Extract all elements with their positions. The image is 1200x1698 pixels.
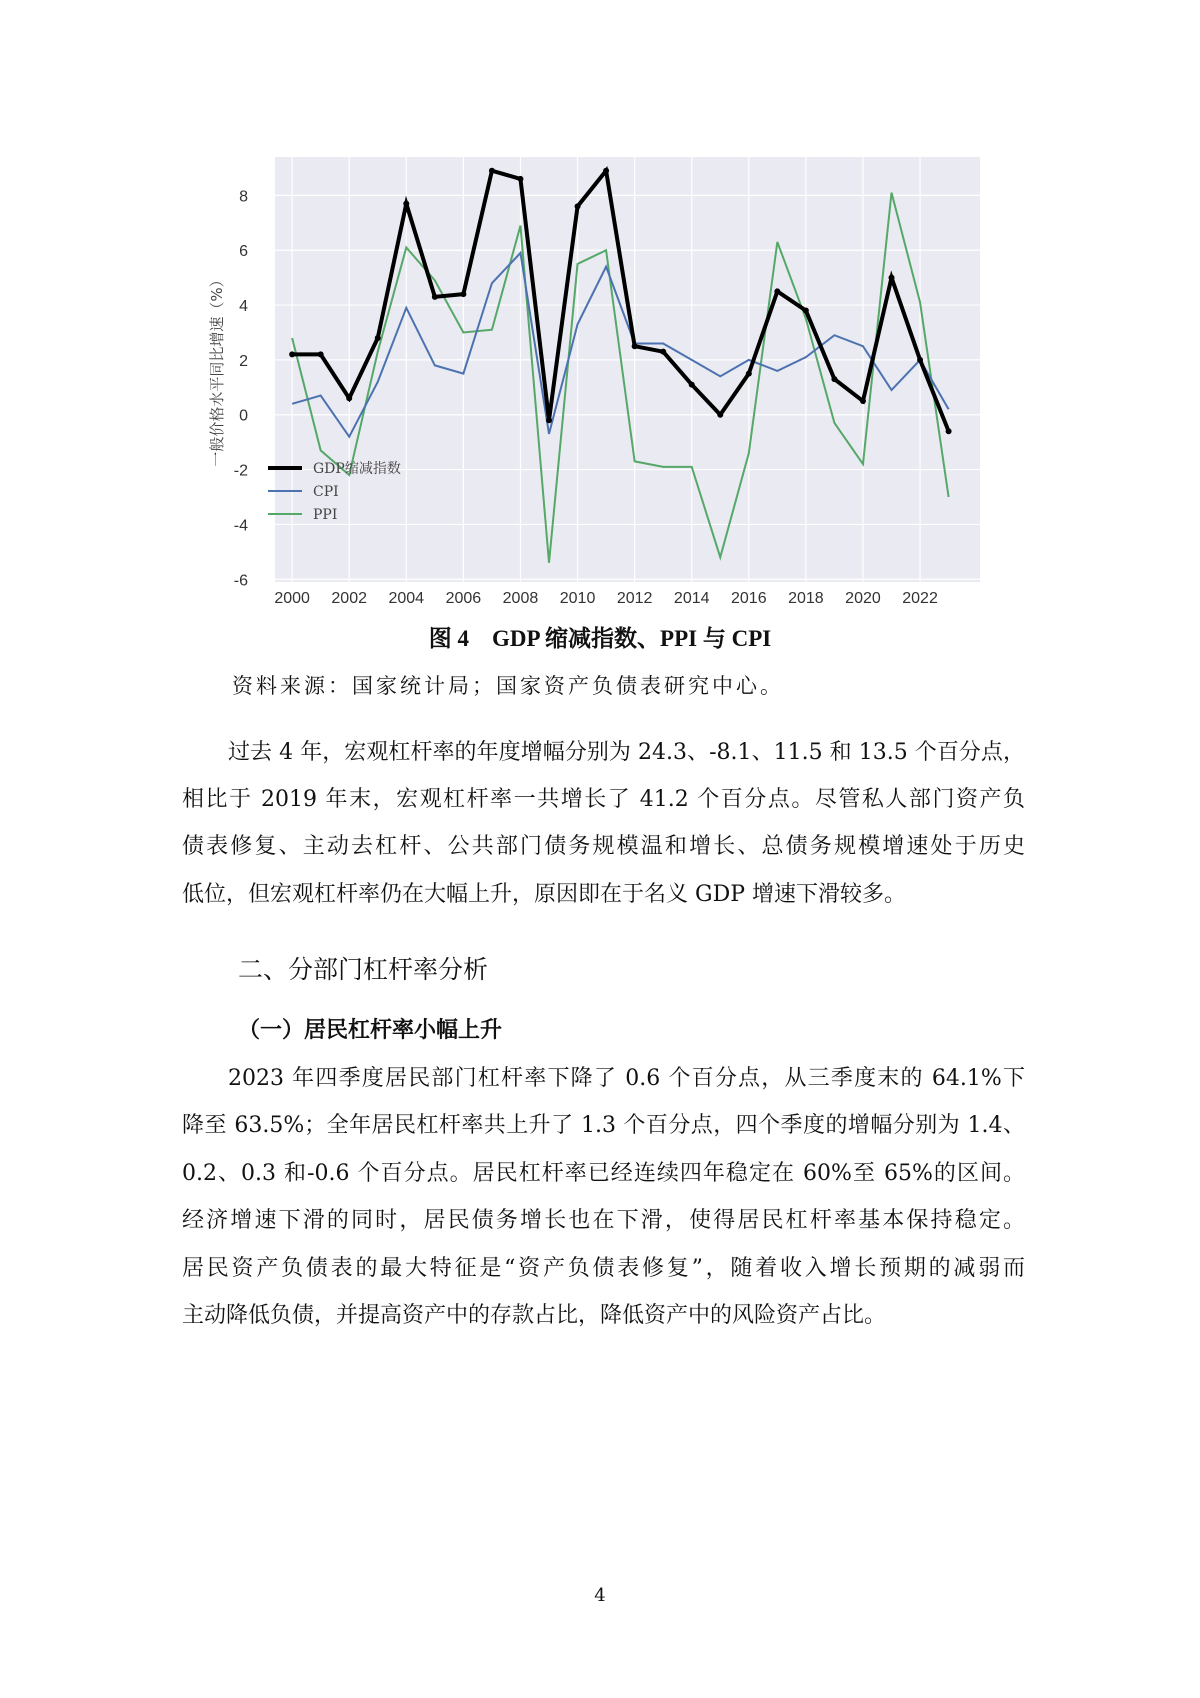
data-point (489, 168, 495, 174)
data-point (803, 308, 809, 314)
paragraph-line: 相比于 2019 年末，宏观杠杆率一共增长了 41.2 个百分点。尽管私人部门资产负 (182, 787, 1025, 812)
paragraph-line: 居民资产负债表的最大特征是“资产负债表修复”，随着收入增长预期的减弱而 (182, 1256, 1025, 1281)
data-point (632, 343, 638, 349)
data-point (860, 398, 866, 404)
data-point (746, 371, 752, 377)
data-point (603, 168, 609, 174)
x-tick-label: 2008 (502, 590, 539, 607)
data-point (318, 351, 324, 357)
line-chart (200, 140, 1000, 620)
paragraph-line: 0.2、0.3 和-0.6 个百分点。居民杠杆率已经连续四年稳定在 60%至 65%的区间。 (182, 1161, 1025, 1186)
paragraph-line: 2023 年四季度居民部门杠杆率下降了 0.6 个百分点，从三季度末的 64.1%下 (228, 1066, 1025, 1091)
legend-label: PPI (313, 507, 338, 523)
x-tick-label: 2014 (673, 590, 710, 607)
y-tick-label: -6 (233, 572, 248, 590)
data-point (346, 395, 352, 401)
y-axis-label: 一般价格水平同比增速（%） (208, 272, 226, 467)
subsection-heading: （一）居民杠杆率小幅上升 (238, 1017, 503, 1043)
data-point (517, 176, 523, 182)
x-tick-label: 2002 (331, 590, 368, 607)
data-point (403, 201, 409, 207)
page-number: 4 (594, 1585, 606, 1606)
y-tick-label: 2 (239, 352, 248, 370)
x-tick-label: 2016 (731, 590, 767, 607)
legend-label: GDP缩减指数 (313, 461, 401, 477)
paragraph-line: 降至 63.5%；全年居民杠杆率共上升了 1.3 个百分点，四个季度的增幅分别为 1.4、 (182, 1113, 1025, 1138)
data-point (889, 275, 895, 281)
data-point (546, 417, 552, 423)
data-point (575, 203, 581, 209)
data-point (917, 357, 923, 363)
paragraph-line: 过去 4 年，宏观杠杆率的年度增幅分别为 24.3、-8.1、11.5 和 13.5 个百分点， (228, 740, 1025, 765)
figure-caption: 图 4 GDP 缩减指数、PPI 与 CPI (428, 626, 772, 651)
section-heading: 二、分部门杠杆率分析 (238, 955, 489, 984)
y-tick-label: 4 (239, 298, 248, 316)
x-tick-label: 2010 (559, 590, 596, 607)
data-point (289, 351, 295, 357)
data-point (717, 412, 723, 418)
data-point (432, 294, 438, 300)
data-point (660, 349, 666, 355)
y-tick-label: -2 (233, 462, 248, 480)
data-point (946, 428, 952, 434)
data-point (460, 291, 466, 297)
paragraph-line: 低位，但宏观杠杆率仍在大幅上升，原因即在于名义 GDP 增速下滑较多。 (182, 882, 907, 907)
x-tick-label: 2000 (274, 590, 310, 607)
paragraph-line: 主动降低负债，并提高资产中的存款占比，降低资产中的风险资产占比。 (182, 1303, 887, 1328)
data-point (831, 376, 837, 382)
data-point (689, 382, 695, 388)
figure-source: 资料来源：国家统计局；国家资产负债表研究中心。 (232, 674, 784, 698)
paragraph-line: 债表修复、主动去杠杆、公共部门债务规模温和增长、总债务规模增速处于历史 (182, 834, 1025, 859)
x-tick-label: 2020 (845, 590, 881, 607)
y-tick-label: -4 (233, 517, 248, 535)
legend-label: CPI (313, 484, 339, 500)
data-point (375, 335, 381, 341)
plot-background (275, 157, 980, 582)
x-tick-label: 2006 (445, 590, 482, 607)
x-tick-label: 2018 (788, 590, 824, 607)
y-tick-label: 8 (239, 188, 248, 206)
data-point (774, 288, 780, 294)
x-tick-label: 2004 (388, 590, 425, 607)
y-tick-label: 0 (239, 407, 248, 425)
y-tick-label: 6 (239, 243, 248, 261)
x-tick-label: 2012 (616, 590, 653, 607)
paragraph-line: 经济增速下滑的同时，居民债务增长也在下滑，使得居民杠杆率基本保持稳定。 (182, 1208, 1025, 1233)
x-tick-label: 2022 (902, 590, 938, 607)
